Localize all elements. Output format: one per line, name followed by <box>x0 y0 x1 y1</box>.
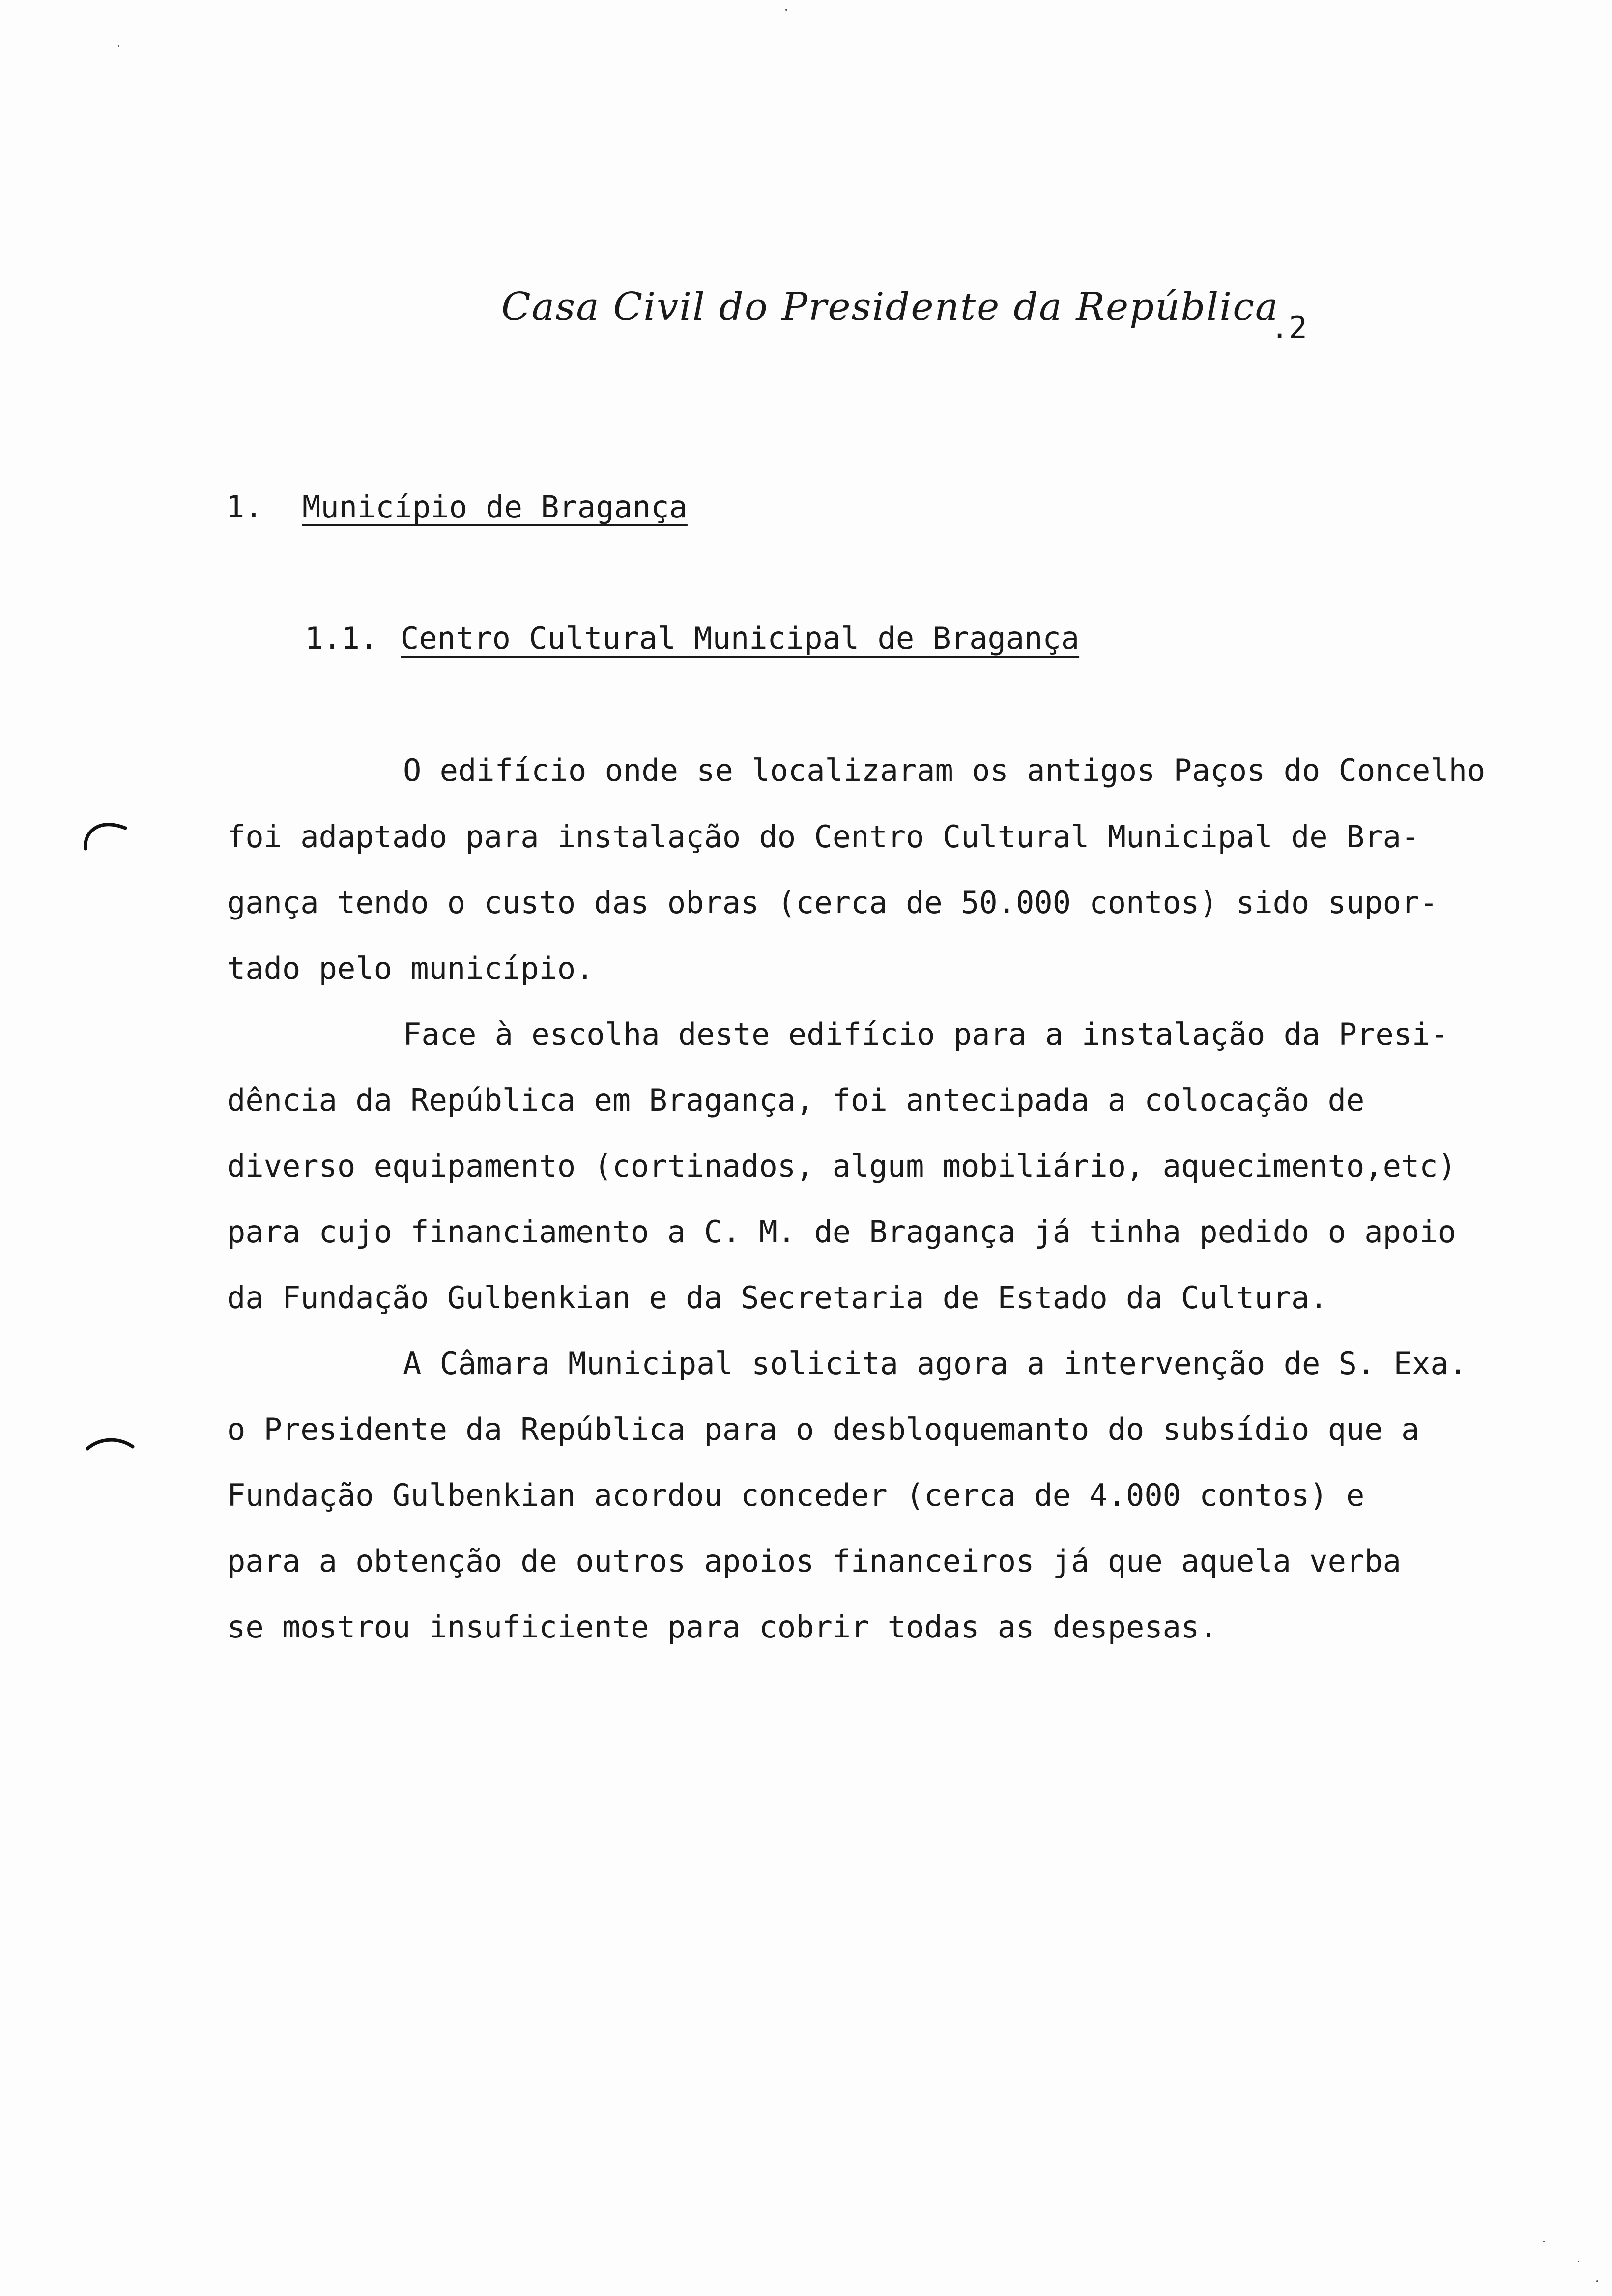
body-line: foi adaptado para instalação do Centro Cultural Municipal de Bra- <box>227 819 1420 855</box>
body-line: o Presidente da República para o desbloquemanto do subsídio que a <box>227 1411 1420 1447</box>
subsection-heading <box>305 620 1079 656</box>
scan-speck <box>1596 2280 1598 2282</box>
hole-punch-mark <box>79 813 133 853</box>
body-line: A Câmara Municipal solicita agora a intervenção de S. Exa. <box>403 1346 1467 1381</box>
section-number: 1. <box>226 489 263 525</box>
page-number: .2 <box>1270 310 1307 345</box>
body-line: da Fundação Gulbenkian e da Secretaria de Estado da Cultura. <box>227 1280 1328 1316</box>
body-line: para cujo financiamento a C. M. de Bragança já tinha pedido o apoio <box>227 1214 1456 1250</box>
body-line: Face à escolha deste edifício para a instalação da Presi- <box>403 1016 1449 1052</box>
body-line: O edifício onde se localizaram os antigos Paços do Concelho <box>403 752 1486 788</box>
scan-speck <box>1543 2241 1545 2242</box>
scan-speck <box>1578 2261 1579 2262</box>
section-title: Município de Bragança <box>302 489 688 525</box>
body-line: tado pelo município. <box>227 950 594 986</box>
section-heading <box>226 489 688 525</box>
subsection-title: Centro Cultural Municipal de Bragança <box>401 620 1080 656</box>
hole-punch-mark <box>85 1434 139 1454</box>
body-line: se mostrou insuficiente para cobrir todas as despesas. <box>227 1609 1218 1645</box>
letterhead: Casa Civil do Presidente da República <box>501 285 1279 329</box>
scan-speck <box>785 9 787 11</box>
body-line: gança tendo o custo das obras (cerca de 50.000 contos) sido supor- <box>227 885 1438 920</box>
body-line: Fundação Gulbenkian acordou conceder (cerca de 4.000 contos) e <box>227 1477 1365 1513</box>
scan-speck <box>118 45 119 47</box>
subsection-number: 1.1. <box>305 620 378 656</box>
body-line: para a obtenção de outros apoios financeiros já que aquela verba <box>227 1543 1401 1579</box>
body-line: dência da República em Bragança, foi antecipada a colocação de <box>227 1082 1365 1118</box>
body-line: diverso equipamento (cortinados, algum mobiliário, aquecimento,etc) <box>227 1148 1456 1184</box>
